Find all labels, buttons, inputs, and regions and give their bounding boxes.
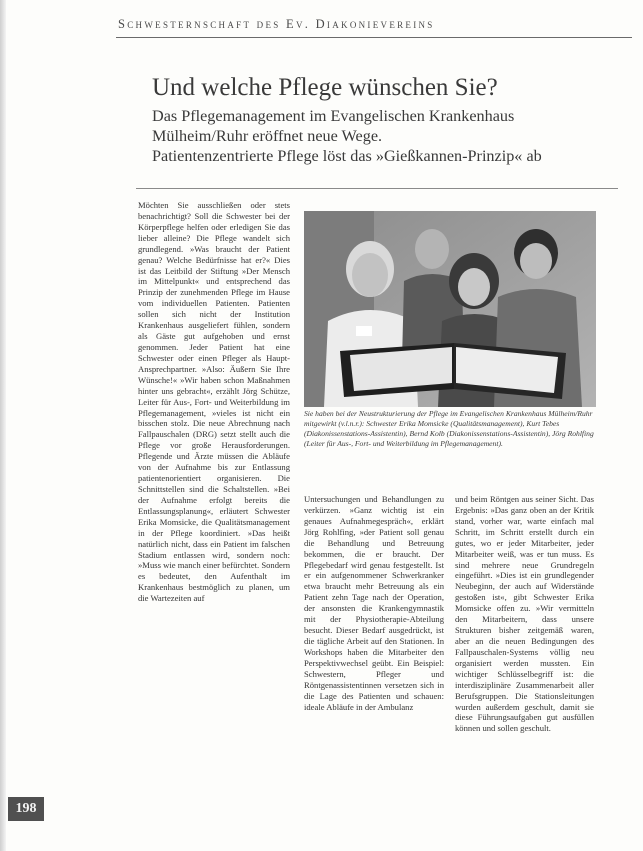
group-photo-image <box>304 211 596 407</box>
divider-rule <box>136 188 618 189</box>
subtitle-line: Das Pflegemanagement im Evangelischen Krankenhaus <box>152 107 515 125</box>
group-photo <box>304 211 596 407</box>
subtitle-line: Patientenzentrierte Pflege löst das »Gießkannen-Prinzip« ab <box>152 147 542 165</box>
running-header: Schwesternschaft des Ev. Diakonievereins <box>118 17 435 31</box>
article-title: Und welche Pflege wünschen Sie? <box>152 74 498 101</box>
subtitle-line: Mülheim/Ruhr eröffnet neue Wege. <box>152 127 383 145</box>
column-text: Untersuchungen und Behandlungen zu verkürzen. »Ganz wichtig ist ein genaues Aufnahmegespräch«, erklärt Jörg Rohlfing, »der Patient soll genau die Behandlung und Betreuung bekommen, die er braucht. Der Pflegebedarf wird genau festgestellt. Ist er ein aufgenommener Schwerkranker etwa braucht mehr Betreuung als ein Patient zehn Tage nach der Operation, der ansonsten die Krankengymnastik mit der Physiotherapie-Abteilung besucht. Dieser Bedarf ausgedrückt, ist die tägliche Arbeit auf den Stationen. In Workshops haben die Mitarbeiter den Perspektivwechsel geübt. Ein Beispiel: Schwestern, Pfleger und Röntgenassistentinnen versetzen sich in die Lage des Patienten und schauen: ideale Abläufe in der Ambulanz <box>304 494 444 712</box>
photo-caption: Sie haben bei der Neustrukturierung der Pflege im Evangelischen Krankenhaus Mülheim/Ruhr mitgewirkt (v.l.n.r.): Schwester Erika Momsicke (Qualitätsmanagement), Kurt Tebes (Diakonissenstations-Assistentin), Bernd Kolb (Diakonissenstations-Assistentin), Jörg Rohlfing (Leiter für Aus-, Fort- und Weiterbildung im Pflegemanagement). <box>304 409 594 449</box>
column-text: Möchten Sie ausschließen oder stets benachrichtigt? Soll die Schwester bei der Körperpflege helfen oder erledigen Sie das lieber alleine? Die Pflege wandelt sich grundlegend. »Was braucht der Patient genau? Welche Bedürfnisse hat er?« Dies ist das Leitbild der Stiftung »Der Mensch im Mittelpunkt« und entsprechend das Prinzip der zunehmenden Pflege im Hause vom individuellen Patienten. Patienten sollen sich nicht der Institution Krankenhaus ausgeliefert fühlen, sondern als Gäste gut aufgehoben und ernst genommen. Jeder Patient hat eine Schwester oder einen Pfleger als Haupt-Ansprechpartner. »Also: Äußern Sie Ihre Wünsche!« »Wir haben schon Maßnahmen hinter uns gebracht«, erzählt Jörg Schütze, Leiter für Aus-, Fort- und Weiterbildung im Pflegemanagement, »vieles ist nicht ein bisschen stolz. Die neue Abrechnung nach Fallpauschalen (DRG) setzt stellt auch die Pflege vor große Herausforderungen. Pflegende und Ärzte müssen die Abläufe von der Aufnahme bis zur Entlassung patientenorientiert organisieren. Die Schnittstellen sind die Schaltstellen. »Bei der Aufnahme erfolgt bereits die Entlassungsplanung«, erläutert Schwester Erika Momsicke, die Qualitätsmanagement in der Pflege koordiniert. »Das heißt natürlich nicht, dass ein Patient im falschen Stadium entlassen wird, sondern noch: »Muss wie manch einer befürchtet. Sondern es bedeutet, den Aufenthalt im Krankenhaus bestmöglich zu planen, um die Wartezeiten auf <box>138 200 290 604</box>
page-edge-shadow <box>0 0 6 851</box>
text-column-2 <box>304 494 444 712</box>
text-column-3 <box>455 494 594 734</box>
header-rule <box>116 37 632 38</box>
page-number: 198 <box>8 797 44 821</box>
text-column-1 <box>138 200 290 604</box>
article-subtitle <box>152 106 622 166</box>
column-text: und beim Röntgen aus seiner Sicht. Das Ergebnis: »Das ganz oben an der Kritik stand, vorher war, warte einfach mal Schritt, im Schritt erstellt durch ein gutes, wo er jeder Mitarbeiter, jeder Mitarbeiter weiß, was er tun muss. Es sind mehrere neue Grundregeln eingeführt. »Dies ist ein grundlegender Neubeginn, der auch auf Widerstände gestoßen ist«, gibt Schwester Erika Momsicke offen zu. »Wir vermitteln den Mitarbeitern, dass unsere Strukturen bisher zeitgemäß waren, aber an die neuen Bedingungen des Fallpauschalen-Systems völlig neu organisiert werden mussten. Ein wichtiger Schlüsselbegriff ist: die interdisziplinäre Zusammenarbeit aller Berufsgruppen. Die Stationsleitungen wurden außerdem geschult, damit sie diese Führungsaufgaben gut ausfüllen können und sollen geschult. <box>455 494 594 734</box>
